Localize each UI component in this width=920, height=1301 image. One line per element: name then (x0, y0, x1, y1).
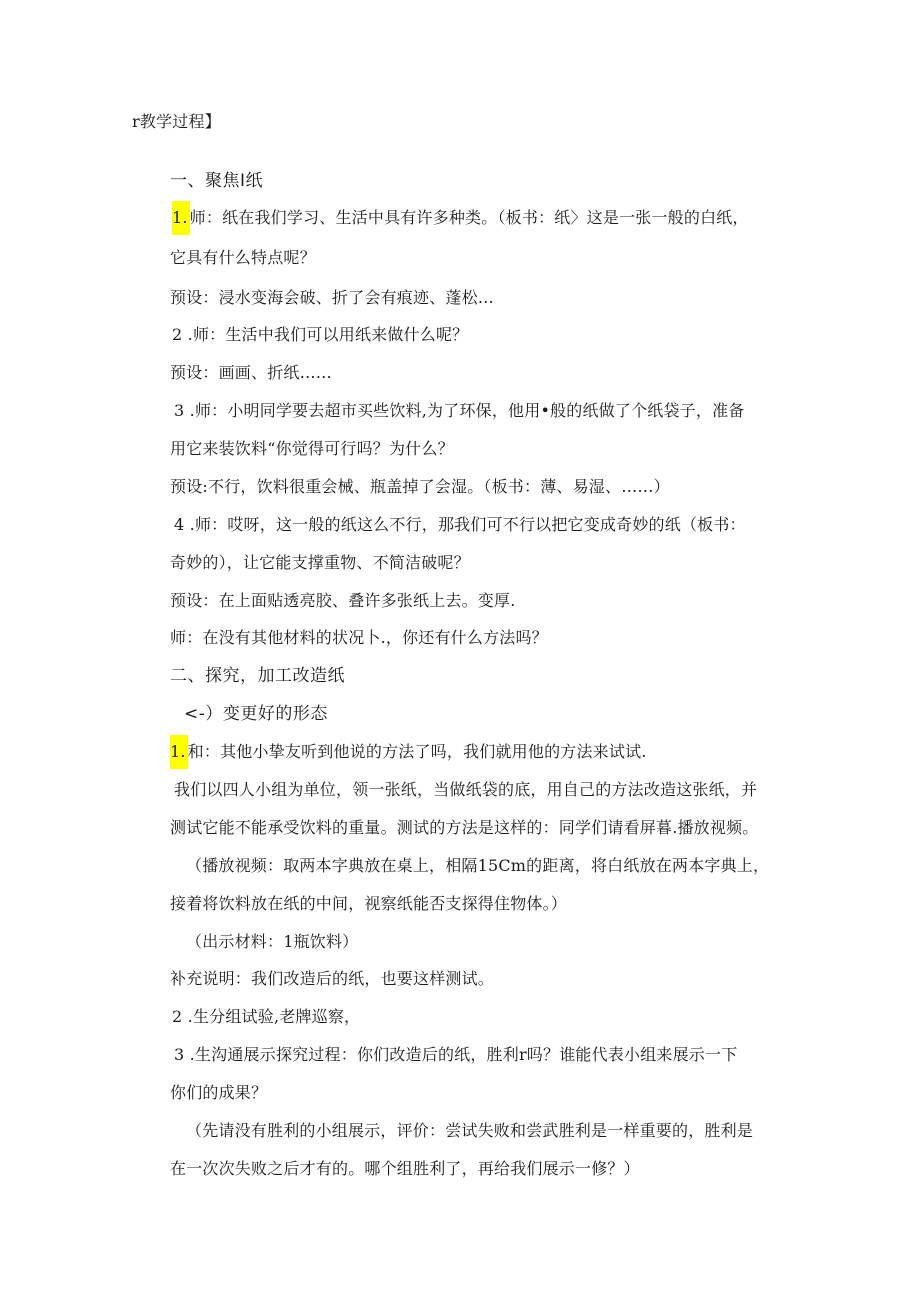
section-1-heading: 一、聚焦I纸 (170, 171, 264, 191)
paragraph-3-line-1: 3 .师：小明同学要去超市买些饮料,为了环保，他用•般的纸做了个纸袋子，准备 (174, 401, 745, 420)
paragraph-4-line-2: 奇妙的），让它能支撑重物、不简洁破呢？ (170, 553, 470, 572)
paragraph-3-line-2: 用它来装饮料“你觉得可行吗？为什么？ (170, 439, 454, 458)
paragraph-1-text: 师：纸在我们学习、生活中具有许多种类。（板书：纸〉这是一张一般的白纸， (189, 208, 749, 227)
section-2-heading: 二、探究，加工改造纸 (170, 666, 345, 686)
section-2-paragraph-3-line-1: 3 .生沟通展示探究过程：你们改造后的纸，胜利r吗？谁能代表小组来展示一下 (174, 1045, 738, 1064)
preset-1: 预设：浸水变海会破、折了会有痕迹、蓬松… (170, 288, 495, 307)
section-2-paragraph-1b-line-1: 我们以四人小组为单位，领一张纸，当做纸袋的底，用自己的方法改造这张纸，并 (174, 780, 758, 799)
section-2-paragraph-1b-line-2: 测试它能不能承受饮料的重量。测试的方法是这样的：同学们请看屏暮.播放视频。 (170, 818, 759, 837)
highlight-marker: 1. (172, 201, 190, 235)
section-2-paragraph-1-text: 和：其他小挚友听到他说的方法了吗，我们就用他的方法来试试. (187, 742, 647, 761)
video-note-line-1: （播放视频：取两本字典放在桌上，相隔15Cm的距离，将白纸放在两本字典上， (186, 856, 770, 875)
evaluation-note-line-1: （先请没有胜利的小组展示，评价：尝试失败和尝武胜利是一样重要的，胜利是 (186, 1121, 754, 1140)
paragraph-2: 2 .师：生活中我们可以用纸来做什么呢？ (172, 325, 469, 344)
teacher-question: 师：在没有其他材料的状况卜.，你还有什么方法吗？ (170, 628, 548, 647)
video-note-line-2: 接着将饮料放在纸的中间，视察纸能否支探得住物体。） (170, 894, 568, 913)
paragraph-4-line-1: 4 .师：哎呀，这一般的纸这么不行，那我们可不行以把它变成奇妙的纸（板书： (174, 515, 746, 534)
paragraph-1-line-1 (172, 208, 749, 235)
paragraph-1-line-2: 它具有什么特点呢？ (170, 248, 316, 267)
material-note: （出示材料：1瓶饮料） (186, 932, 359, 951)
preset-3: 预设:不行，饮料很重会械、瓶盖掉了会湿。（板书：薄、易湿、……） (170, 477, 670, 496)
section-2-paragraph-3-line-2: 你们的成果？ (170, 1083, 268, 1102)
supplement-note: 补充说明：我们改造后的纸，也要这样测试。 (170, 969, 495, 988)
preset-2: 预设：画画、折纸…… (170, 363, 333, 382)
section-title: r教学过程】 (132, 112, 221, 131)
section-2-subheading: <-）变更好的形态 (184, 704, 328, 724)
preset-4: 预设：在上面贴透亮胶、叠许多张纸上去。变厚. (170, 591, 516, 610)
section-2-paragraph-2: 2 .生分组试验,老牌巡察， (172, 1007, 361, 1026)
section-2-paragraph-1 (170, 742, 647, 769)
evaluation-note-line-2: 在一次次失败之后才有的。哪个组胜利了，再给我们展示一修？） (170, 1159, 640, 1178)
highlight-marker: 1. (170, 735, 188, 769)
